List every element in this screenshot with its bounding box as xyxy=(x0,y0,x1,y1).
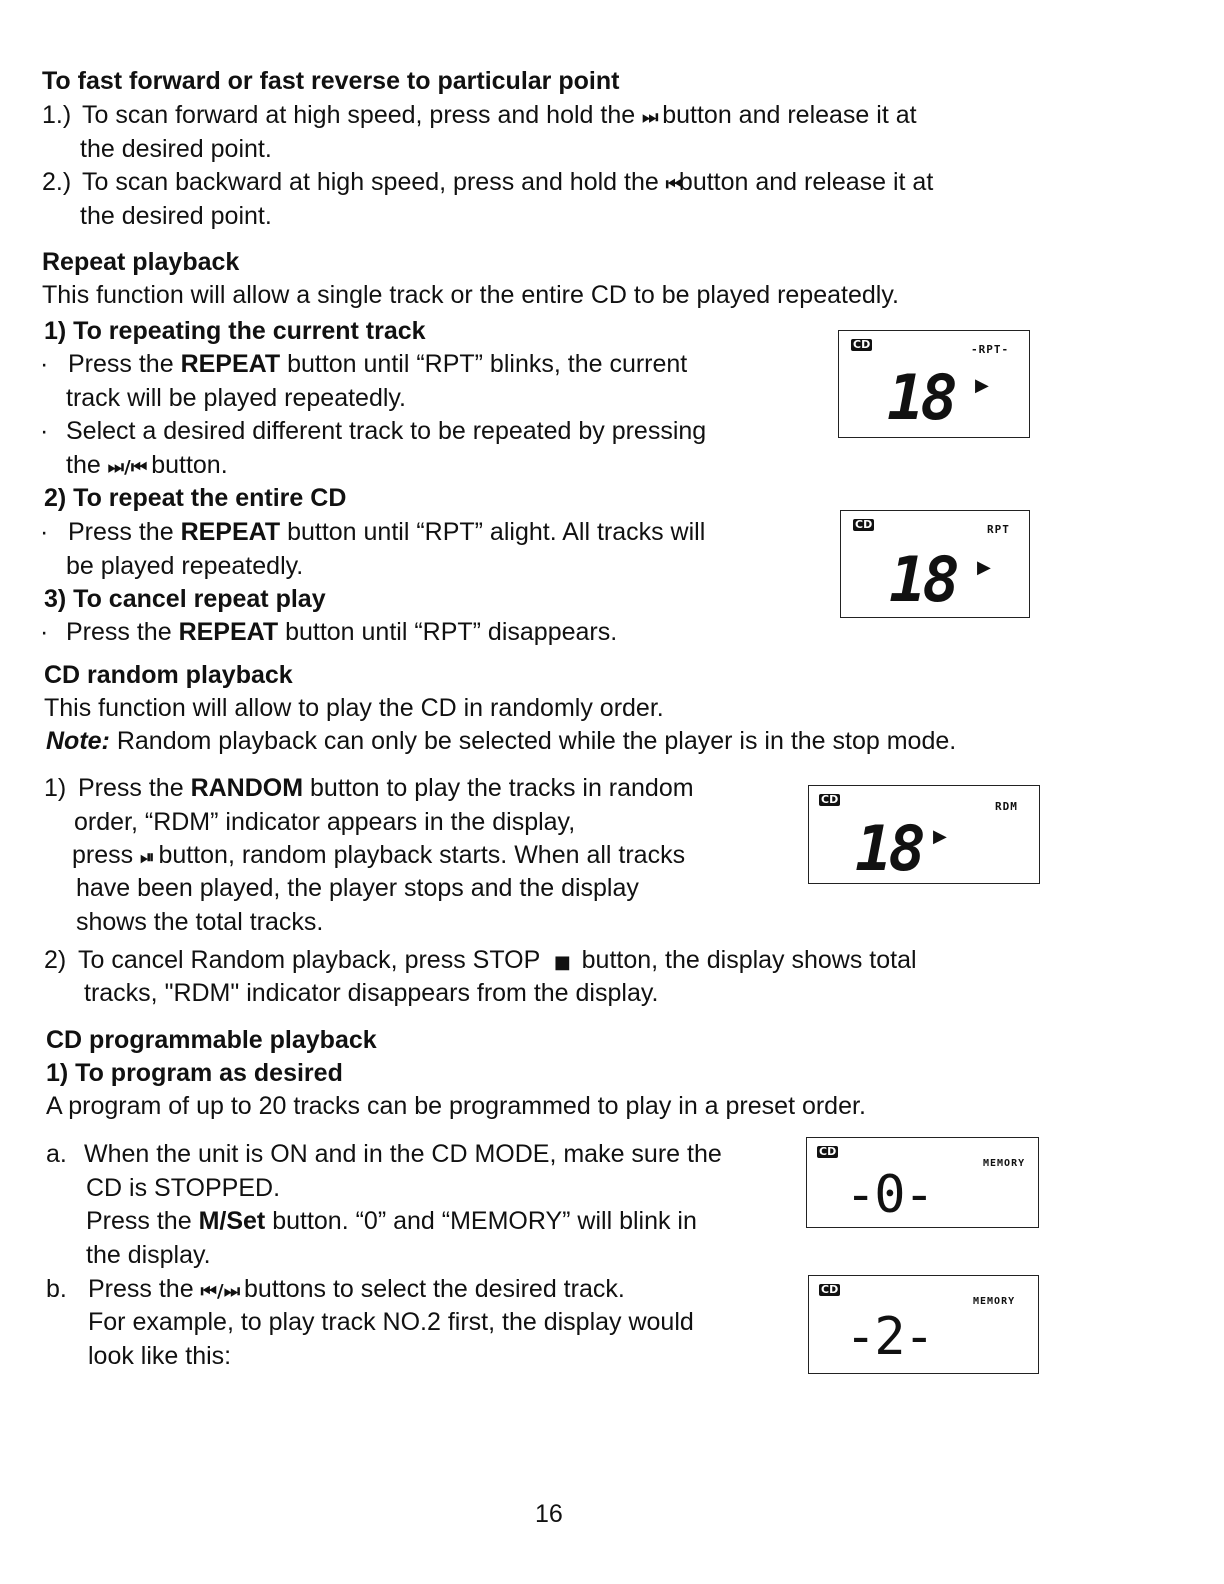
random-note xyxy=(46,724,956,758)
program-a-line4: the display. xyxy=(86,1241,211,1269)
mset-button-label: M/Set xyxy=(198,1207,266,1235)
text: button, the display shows total xyxy=(581,946,917,974)
program-a-line3 xyxy=(86,1204,697,1238)
text: To cancel Random playback, press STOP xyxy=(78,946,540,974)
program-a-line1: When the unit is ON and in the CD MODE, make sure the xyxy=(84,1140,722,1168)
text: button. xyxy=(151,451,228,479)
program-intro: A program of up to 20 tracks can be programmed to play in a preset order. xyxy=(46,1092,866,1120)
lcd-display-repeat-all xyxy=(840,510,1030,618)
text: Press the xyxy=(66,618,172,646)
play-arrow-icon: ▶ xyxy=(975,375,989,395)
random-button-label: RANDOM xyxy=(190,774,304,802)
cd-badge: CD xyxy=(821,793,839,806)
note-text: Random playback can only be selected while the player is in the stop mode. xyxy=(116,727,957,755)
track-number-digits: 18 xyxy=(889,543,956,616)
bullet-dot: · xyxy=(40,618,49,646)
cd-badge: CD xyxy=(819,1145,837,1158)
repeat-button-label: REPEAT xyxy=(180,518,281,546)
lcd-display-memory-two xyxy=(808,1275,1039,1374)
ff-item2-line1 xyxy=(82,165,933,202)
repeat-sub1-heading: 1) To repeating the current track xyxy=(44,317,426,345)
repeat-sub3-heading: 3) To cancel repeat play xyxy=(44,585,326,613)
ff-item2-text-b: button and release it at xyxy=(678,168,934,196)
ff-item1-line2: the desired point. xyxy=(80,135,272,163)
repeat-sub2-heading: 2) To repeat the entire CD xyxy=(44,484,347,512)
text: button. “0” and “MEMORY” will blink in xyxy=(272,1207,697,1235)
program-step-digits: -2- xyxy=(845,1307,933,1367)
note-label: Note: xyxy=(46,727,110,755)
text: Press the xyxy=(68,350,174,378)
program-a-line2: CD is STOPPED. xyxy=(86,1174,281,1202)
memory-indicator: MEMORY xyxy=(973,1296,1016,1307)
program-b-line3: look like this: xyxy=(88,1342,232,1370)
section-heading-fast-forward: To fast forward or fast reverse to particular point xyxy=(42,67,620,95)
random-i1-line5: shows the total tracks. xyxy=(76,908,324,936)
text: button until “RPT” alight. All tracks will xyxy=(287,518,706,546)
rdm-indicator: RDM xyxy=(995,800,1018,813)
text: Press the xyxy=(86,1207,192,1235)
bullet-dot: · xyxy=(40,518,49,546)
ff-item1-line1 xyxy=(82,98,917,135)
text: Press the xyxy=(78,774,184,802)
program-step-digits: -0- xyxy=(845,1165,933,1225)
random-i1-line4: have been played, the player stops and the display xyxy=(76,874,639,902)
play-arrow-icon: ▶ xyxy=(977,557,991,577)
repeat-s1-b1-line2: track will be played repeatedly. xyxy=(66,384,406,412)
random-i2-line1 xyxy=(78,943,917,980)
random-i1-line1 xyxy=(78,771,694,805)
ff-item1-text-b: button and release it at xyxy=(662,101,917,129)
repeat-s3-b1-line1 xyxy=(66,615,617,649)
rpt-indicator: RPT xyxy=(987,523,1010,536)
track-number-digits: 18 xyxy=(887,361,954,434)
text: button until “RPT” disappears. xyxy=(285,618,618,646)
text: button to play the tracks in random xyxy=(310,774,694,802)
repeat-s1-b2-line2 xyxy=(66,448,228,485)
ff-item1-text-a: To scan forward at high speed, press and hold the xyxy=(82,101,636,129)
repeat-s2-b1-line2: be played repeatedly. xyxy=(66,552,304,580)
repeat-intro: This function will allow a single track or the entire CD to be played repeatedly. xyxy=(42,281,899,309)
track-number-digits: 18 xyxy=(855,812,922,885)
program-sub-heading: 1) To program as desired xyxy=(46,1059,343,1087)
program-b-line2: For example, to play track NO.2 first, the display would xyxy=(88,1308,694,1336)
program-b-number: b. xyxy=(46,1275,67,1303)
play-pause-icon: ⏯ xyxy=(140,847,152,868)
text: the xyxy=(66,451,101,479)
bullet-dot: · xyxy=(40,350,49,378)
program-a-number: a. xyxy=(46,1140,67,1168)
bullet-dot: · xyxy=(40,417,49,445)
play-arrow-icon: ▶ xyxy=(933,826,947,846)
text: Press the xyxy=(88,1275,194,1303)
lcd-display-repeat-current xyxy=(838,330,1030,438)
repeat-s2-b1-line1 xyxy=(68,515,705,549)
cd-badge: CD xyxy=(821,1283,839,1296)
ff-item2-number: 2.) xyxy=(42,168,72,196)
memory-indicator: MEMORY xyxy=(983,1158,1026,1169)
section-heading-random: CD random playback xyxy=(44,661,293,689)
skip-buttons-icon: ⏭ / ⏮ xyxy=(107,457,145,478)
ff-item2-line2: the desired point. xyxy=(80,202,272,230)
section-heading-program: CD programmable playback xyxy=(46,1026,377,1054)
stop-icon: ■ xyxy=(553,952,568,973)
random-i2-line2: tracks, "RDM" indicator disappears from the display. xyxy=(84,979,659,1007)
random-i2-number: 2) xyxy=(44,946,67,974)
text: press xyxy=(72,841,134,869)
rpt-indicator: -RPT- xyxy=(971,343,1010,356)
lcd-display-memory-zero xyxy=(806,1137,1039,1228)
random-i1-number: 1) xyxy=(44,774,67,802)
repeat-s1-b1-line1 xyxy=(68,347,687,381)
text: button until “RPT” blinks, the current xyxy=(287,350,688,378)
text: button, random playback starts. When all tracks xyxy=(158,841,686,869)
text: buttons to select the desired track. xyxy=(244,1275,625,1303)
repeat-s1-b2-line1: Select a desired different track to be repeated by pressing xyxy=(66,417,707,445)
lcd-display-random xyxy=(808,785,1040,884)
random-i1-line2: order, “RDM” indicator appears in the display, xyxy=(74,808,576,836)
cd-badge: CD xyxy=(853,338,871,351)
ff-item2-text-a: To scan backward at high speed, press and hold the xyxy=(82,168,659,196)
section-heading-repeat: Repeat playback xyxy=(42,248,240,276)
cd-badge: CD xyxy=(855,518,873,531)
random-i1-line3 xyxy=(72,838,685,875)
ff-item1-number: 1.) xyxy=(42,101,72,129)
random-intro: This function will allow to play the CD in randomly order. xyxy=(44,694,664,722)
next-track-icon: ⏭ xyxy=(642,107,656,128)
previous-track-icon: ⏮ xyxy=(665,174,679,195)
skip-buttons-icon: ⏮ / ⏭ xyxy=(200,1281,238,1302)
program-b-line1 xyxy=(88,1272,625,1309)
repeat-button-label: REPEAT xyxy=(180,350,281,378)
text: Press the xyxy=(68,518,174,546)
page-number: 16 xyxy=(535,1500,563,1528)
repeat-button-label: REPEAT xyxy=(178,618,279,646)
